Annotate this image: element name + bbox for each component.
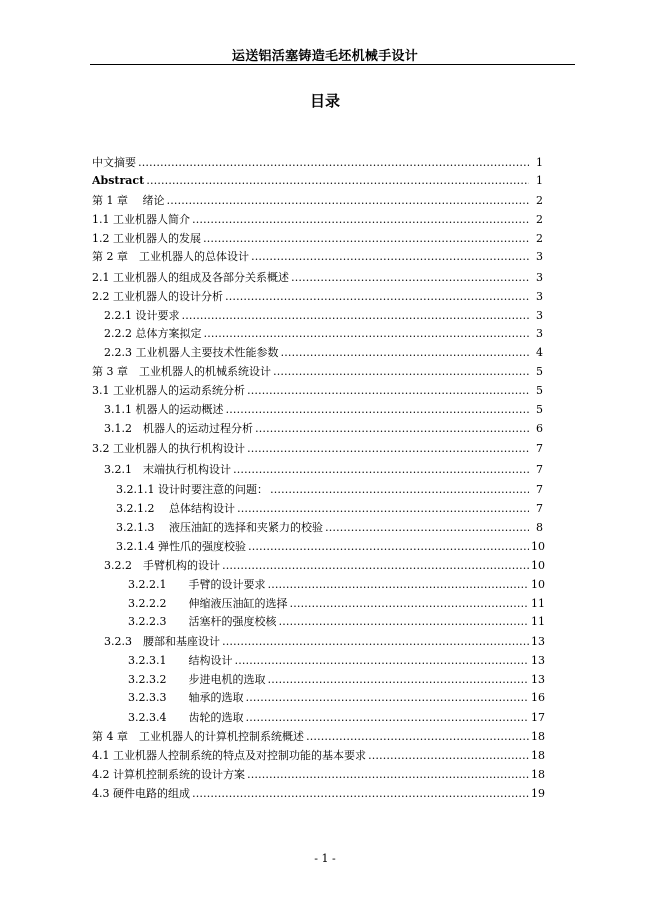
toc-leader-dots xyxy=(233,461,529,479)
toc-entry-page: 6 xyxy=(536,422,543,435)
toc-entry[interactable] xyxy=(92,230,543,248)
toc-entry-page: 4 xyxy=(536,346,543,359)
toc-entry-title: 2.2 工业机器人的设计分析 xyxy=(92,290,223,303)
toc-entry[interactable] xyxy=(104,461,543,479)
toc-entry-page: 3 xyxy=(536,327,543,340)
toc-entry[interactable] xyxy=(128,689,545,707)
toc-entry[interactable] xyxy=(116,538,545,556)
toc-leader-dots xyxy=(192,211,529,229)
toc-leader-dots xyxy=(278,613,529,631)
toc-entry-page: 5 xyxy=(536,384,543,397)
toc-entry-title: 第 1 章 绪论 xyxy=(92,194,165,207)
toc-entry-title: 2.2.2 总体方案拟定 xyxy=(104,327,202,340)
toc-leader-dots xyxy=(203,230,529,248)
toc-entry-title: 1.1 工业机器人简介 xyxy=(92,213,190,226)
toc-entry-title: 3.2.1 末端执行机构设计 xyxy=(104,463,231,476)
toc-entry-title: 4.3 硬件电路的组成 xyxy=(92,787,190,800)
toc-entry-title: 2.1 工业机器人的组成及各部分关系概述 xyxy=(92,271,289,284)
toc-entry-title: 第 3 章 工业机器人的机械系统设计 xyxy=(92,365,271,378)
toc-entry-title: 3.2.3.4 齿轮的选取 xyxy=(128,711,244,724)
toc-leader-dots xyxy=(245,709,529,727)
toc-entry[interactable] xyxy=(128,709,545,727)
toc-leader-dots xyxy=(280,344,529,362)
toc-leader-dots xyxy=(267,576,529,594)
toc-entry-title: 3.2.2.3 活塞杆的强度校核 xyxy=(128,615,277,628)
toc-entry-title: 3.2.1.1 设计时要注意的问题： xyxy=(116,483,268,496)
toc-entry-page: 16 xyxy=(531,691,545,704)
toc-leader-dots xyxy=(245,689,529,707)
toc-entry-title: 3.2.3.3 轴承的选取 xyxy=(128,691,244,704)
toc-entry[interactable] xyxy=(92,269,543,287)
toc-entry[interactable] xyxy=(92,192,543,210)
toc-entry-page: 17 xyxy=(531,711,545,724)
toc-leader-dots xyxy=(368,747,529,765)
toc-entry-page: 7 xyxy=(536,463,543,476)
toc-entry-page: 19 xyxy=(531,787,545,800)
toc-entry[interactable] xyxy=(104,344,543,362)
toc-entry-title: 3.2.3 腰部和基座设计 xyxy=(104,635,220,648)
toc-entry-page: 5 xyxy=(536,403,543,416)
toc-entry[interactable] xyxy=(104,325,543,343)
toc-leader-dots xyxy=(247,766,529,784)
toc-leader-dots xyxy=(222,633,529,651)
toc-entry[interactable] xyxy=(92,766,545,784)
toc-leader-dots xyxy=(306,728,529,746)
toc-entry-page: 13 xyxy=(531,673,545,686)
toc-entry[interactable] xyxy=(128,613,545,631)
toc-entry-title: 3.2.2.2 伸缩液压油缸的选择 xyxy=(128,597,288,610)
toc-leader-dots xyxy=(247,440,529,458)
toc-entry-title: 第 2 章 工业机器人的总体设计 xyxy=(92,250,249,263)
toc-entry-page: 3 xyxy=(536,271,543,284)
toc-entry-page: 7 xyxy=(536,502,543,515)
toc-title: 目录 xyxy=(309,92,340,110)
toc-entry[interactable] xyxy=(116,500,543,518)
toc-entry[interactable] xyxy=(92,363,543,381)
toc-leader-dots xyxy=(251,248,529,266)
toc-entry-title: 3.2.3.1 结构设计 xyxy=(128,654,233,667)
toc-entry-title: 3.1.1 机器人的运动概述 xyxy=(104,403,224,416)
toc-entry-title: 3.2.1.2 总体结构设计 xyxy=(116,502,235,515)
toc-entry-title: 中文摘要 xyxy=(92,156,136,169)
toc-entry-page: 1 xyxy=(536,156,543,169)
toc-entry[interactable] xyxy=(116,519,543,537)
toc-entry-page: 8 xyxy=(536,521,543,534)
toc-leader-dots xyxy=(267,671,529,689)
toc-leader-dots xyxy=(247,382,529,400)
toc-entry-title: 2.2.1 设计要求 xyxy=(104,309,180,322)
toc-leader-dots xyxy=(225,288,529,306)
toc-leader-dots xyxy=(222,557,529,575)
toc-leader-dots xyxy=(270,481,529,499)
toc-entry-title: 3.2 工业机器人的执行机构设计 xyxy=(92,442,245,455)
toc-entry[interactable] xyxy=(128,595,545,613)
toc-entry-page: 18 xyxy=(531,768,545,781)
toc-entry[interactable] xyxy=(104,633,545,651)
toc-entry-page: 1 xyxy=(536,174,543,187)
toc-entry-title: 3.2.2 手臂机构的设计 xyxy=(104,559,220,572)
toc-entry-page: 13 xyxy=(531,654,545,667)
toc-leader-dots xyxy=(325,519,529,537)
toc-entry[interactable] xyxy=(104,307,543,325)
toc-entry-page: 10 xyxy=(531,540,545,553)
toc-entry[interactable] xyxy=(92,747,545,765)
toc-entry-page: 10 xyxy=(531,559,545,572)
toc-leader-dots xyxy=(248,538,529,556)
toc-entry-title: 4.2 计算机控制系统的设计方案 xyxy=(92,768,245,781)
toc-entry[interactable] xyxy=(92,785,545,803)
toc-entry[interactable] xyxy=(92,382,543,400)
toc-entry-title: 2.2.3 工业机器人主要技术性能参数 xyxy=(104,346,279,359)
toc-entry-page: 2 xyxy=(536,213,543,226)
header-divider xyxy=(90,64,575,65)
toc-leader-dots xyxy=(234,652,529,670)
toc-leader-dots xyxy=(182,307,530,325)
toc-entry[interactable] xyxy=(104,420,543,438)
toc-leader-dots xyxy=(289,595,529,613)
toc-entry-page: 2 xyxy=(536,194,543,207)
toc-entry-title: 3.2.3.2 步进电机的选取 xyxy=(128,673,266,686)
toc-entry[interactable] xyxy=(92,728,545,746)
toc-entry-title: 3.1.2 机器人的运动过程分析 xyxy=(104,422,253,435)
toc-entry-title: 3.2.1.3 液压油缸的选择和夹紧力的校验 xyxy=(116,521,323,534)
toc-entry-title: 第 4 章 工业机器人的计算机控制系统概述 xyxy=(92,730,304,743)
toc-leader-dots xyxy=(138,154,529,172)
toc-entry[interactable] xyxy=(92,154,543,172)
toc-leader-dots xyxy=(273,363,529,381)
toc-entry[interactable] xyxy=(92,288,543,306)
toc-entry[interactable] xyxy=(128,652,545,670)
toc-entry-page: 11 xyxy=(531,597,545,610)
toc-entry[interactable] xyxy=(128,576,545,594)
toc-entry[interactable] xyxy=(116,481,543,499)
toc-entry[interactable] xyxy=(92,440,543,458)
toc-leader-dots xyxy=(146,172,529,190)
toc-entry-page: 7 xyxy=(536,483,543,496)
toc-entry-title: 4.1 工业机器人控制系统的特点及对控制功能的基本要求 xyxy=(92,749,366,762)
toc-leader-dots xyxy=(255,420,529,438)
toc-leader-dots xyxy=(204,325,530,343)
toc-entry-page: 7 xyxy=(536,442,543,455)
toc-entry-title: 3.2.1.4 弹性爪的强度校验 xyxy=(116,540,246,553)
toc-leader-dots xyxy=(291,269,529,287)
toc-leader-dots xyxy=(237,500,529,518)
toc-leader-dots xyxy=(167,192,530,210)
toc-entry[interactable] xyxy=(92,172,543,190)
toc-entry-page: 13 xyxy=(531,635,545,648)
toc-entry[interactable] xyxy=(104,401,543,419)
toc-entry[interactable] xyxy=(92,211,543,229)
toc-entry[interactable] xyxy=(104,557,545,575)
toc-entry-page: 18 xyxy=(531,749,545,762)
toc-entry-page: 3 xyxy=(536,250,543,263)
running-header: 运送铝活塞铸造毛坯机械手设计 xyxy=(231,49,419,64)
toc-leader-dots xyxy=(192,785,529,803)
toc-entry-page: 18 xyxy=(531,730,545,743)
toc-entry-page: 5 xyxy=(536,365,543,378)
toc-entry[interactable] xyxy=(92,248,543,266)
toc-entry[interactable] xyxy=(128,671,545,689)
toc-entry-title: 3.1 工业机器人的运动系统分析 xyxy=(92,384,245,397)
page-number: - 1 - xyxy=(314,852,336,865)
toc-entry-page: 2 xyxy=(536,232,543,245)
toc-entry-title: 1.2 工业机器人的发展 xyxy=(92,232,201,245)
toc-entry-page: 10 xyxy=(531,578,545,591)
toc-entry-page: 11 xyxy=(531,615,545,628)
toc-entry-title: 3.2.2.1 手臂的设计要求 xyxy=(128,578,266,591)
toc-entry-title: Abstract xyxy=(92,174,145,187)
toc-entry-page: 3 xyxy=(536,290,543,303)
toc-leader-dots xyxy=(226,401,530,419)
toc-entry-page: 3 xyxy=(536,309,543,322)
